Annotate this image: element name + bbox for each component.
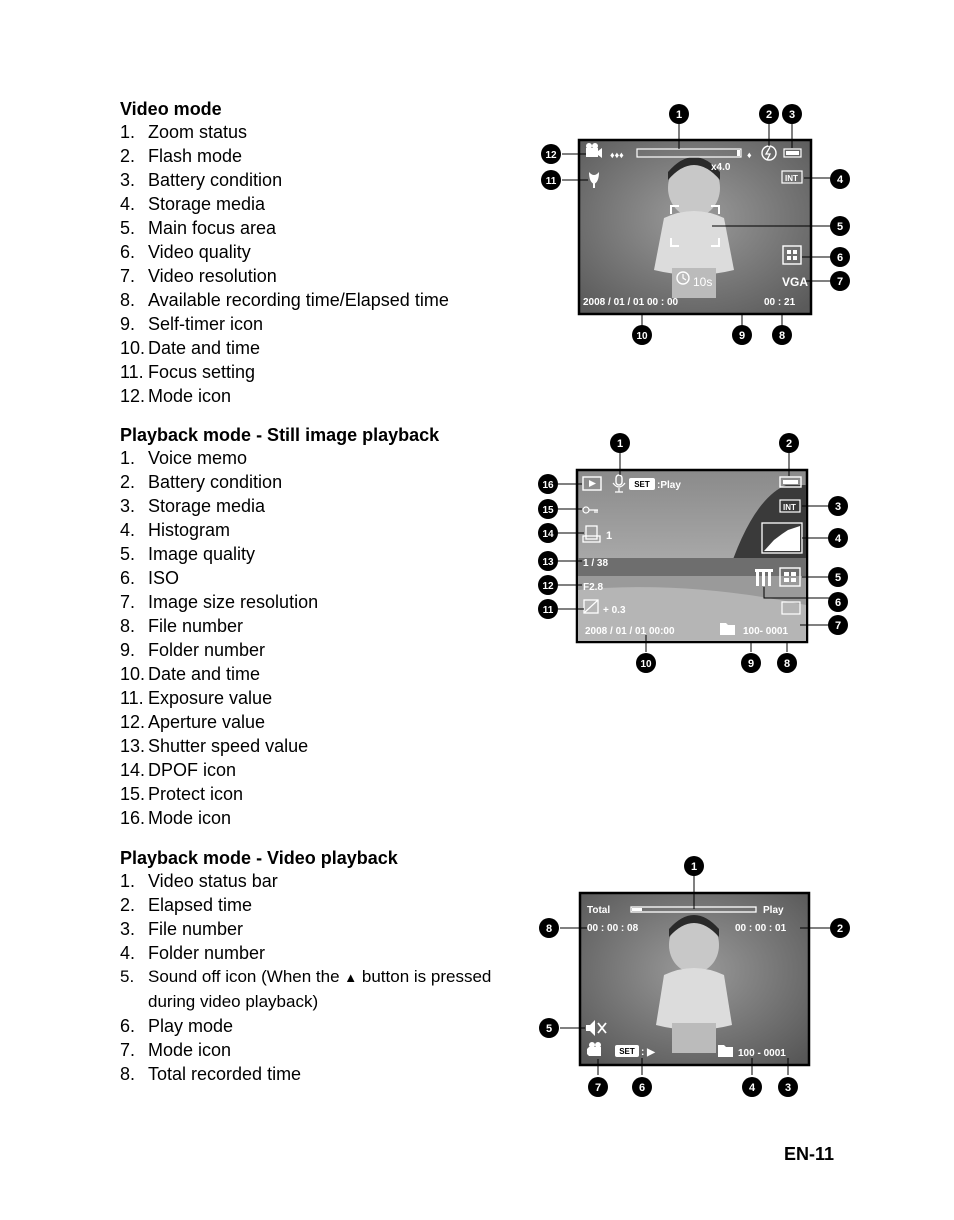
- list-item: 9. Self-timer icon: [120, 314, 264, 334]
- list-item: 3. Storage media: [120, 496, 266, 516]
- play-label: Play: [763, 905, 784, 916]
- still-playback-screen: [536, 430, 856, 685]
- list-item: 4. Folder number: [120, 943, 266, 963]
- list-item: 8. File number: [120, 616, 244, 636]
- still-playback-diagram: [536, 430, 856, 680]
- list-item: 5. Sound off icon (When the ▲ button is pressed during video playback): [120, 967, 492, 1011]
- svg-text:7: 7: [836, 276, 844, 288]
- svg-text:2: 2: [765, 109, 773, 121]
- list-item: 5. Main focus area: [120, 218, 277, 238]
- svg-text:4: 4: [836, 174, 844, 186]
- list-item: 2. Elapsed time: [120, 895, 253, 915]
- up-arrow-icon: ▲: [344, 970, 358, 985]
- svg-text:6: 6: [836, 252, 844, 264]
- dpof-count: 1: [606, 530, 613, 542]
- list-item: 2. Battery condition: [120, 472, 283, 492]
- svg-text:1: 1: [690, 861, 698, 873]
- section-title: Playback mode - Video playback: [120, 848, 398, 868]
- section-still-playback: [120, 424, 439, 830]
- storage-label: INT: [785, 174, 798, 183]
- svg-text:9: 9: [747, 658, 755, 670]
- resolution-label: VGA: [782, 275, 809, 289]
- list-item: 1. Video status bar: [120, 871, 278, 891]
- file-number-label: 100- 0001: [743, 626, 789, 637]
- video-mode-screen: [536, 100, 856, 355]
- svg-text:3: 3: [784, 1082, 792, 1094]
- section-title: Video mode: [120, 99, 222, 119]
- section-title: Playback mode - Still image playback: [120, 425, 440, 445]
- svg-text:12: 12: [545, 150, 557, 161]
- file-number-label: 100 - 0001: [738, 1048, 786, 1059]
- list-item: 11. Exposure value: [120, 688, 273, 708]
- svg-text:2: 2: [785, 438, 793, 450]
- video-playback-screen: [536, 853, 856, 1108]
- list-item: 12. Mode icon: [120, 386, 232, 406]
- svg-text:12: 12: [542, 581, 554, 592]
- svg-text:3: 3: [834, 501, 842, 513]
- self-timer-label: 10s: [693, 275, 713, 289]
- list-item: 3. File number: [120, 919, 244, 939]
- list-item: 3. Battery condition: [120, 170, 283, 190]
- svg-text:3: 3: [788, 109, 796, 121]
- aperture-label: F2.8: [583, 582, 604, 593]
- svg-text:♦♦♦: ♦♦♦: [610, 150, 624, 160]
- svg-text:13: 13: [542, 557, 554, 568]
- svg-text:9: 9: [738, 330, 746, 342]
- svg-text:16: 16: [542, 480, 554, 491]
- svg-text:10: 10: [640, 659, 652, 670]
- exposure-label: + 0.3: [603, 605, 626, 616]
- svg-text:10: 10: [636, 331, 648, 342]
- svg-text:1: 1: [675, 109, 683, 121]
- list-item: 9. Folder number: [120, 640, 266, 660]
- svg-text:SET: SET: [619, 1047, 635, 1056]
- svg-text:14: 14: [542, 529, 554, 540]
- list-item: 4. Storage media: [120, 194, 266, 214]
- list-item: 15. Protect icon: [120, 784, 244, 804]
- datetime-label: 2008 / 01 / 01 00 : 00: [583, 297, 679, 308]
- list-item: 7. Mode icon: [120, 1040, 232, 1060]
- list-item: 5. Image quality: [120, 544, 256, 564]
- list-item: 7. Image size resolution: [120, 592, 319, 612]
- total-label: Total: [587, 905, 611, 916]
- item-list: [120, 120, 449, 408]
- video-progress-fill: [632, 908, 642, 911]
- list-item: 16. Mode icon: [120, 808, 232, 828]
- svg-text:8: 8: [545, 923, 553, 935]
- storage-label: INT: [783, 503, 796, 512]
- list-item: 6. Play mode: [120, 1016, 234, 1036]
- section-video-mode: [120, 98, 449, 408]
- list-item: 2. Flash mode: [120, 146, 243, 166]
- svg-text:1: 1: [616, 438, 624, 450]
- video-playback-diagram: [536, 853, 856, 1103]
- list-item: 14. DPOF icon: [120, 760, 237, 780]
- svg-text:5: 5: [834, 572, 842, 584]
- svg-text:11: 11: [542, 605, 554, 616]
- play-hint: :Play: [657, 480, 681, 491]
- list-item: 1. Voice memo: [120, 448, 248, 468]
- video-mode-diagram: [536, 100, 856, 350]
- total-time: 00 : 00 : 08: [587, 923, 639, 934]
- list-item: 10. Date and time: [120, 338, 261, 358]
- iso-icon: [755, 569, 773, 586]
- svg-text:7: 7: [594, 1082, 602, 1094]
- datetime-label: 2008 / 01 / 01 00:00: [585, 626, 675, 637]
- svg-text:5: 5: [836, 221, 844, 233]
- list-item: 8. Available recording time/Elapsed time: [120, 290, 449, 310]
- item-list: [120, 446, 439, 830]
- svg-text:2: 2: [836, 923, 844, 935]
- item-list: [120, 869, 526, 1086]
- shutter-label: 1 / 38: [583, 558, 609, 569]
- svg-text:SET: SET: [634, 480, 650, 489]
- svg-text:4: 4: [834, 533, 842, 545]
- play-mode-icon: : ▶: [641, 1047, 655, 1058]
- list-item: 7. Video resolution: [120, 266, 277, 286]
- svg-text:6: 6: [638, 1082, 646, 1094]
- list-item: 11. Focus setting: [120, 362, 256, 382]
- section-video-playback: [120, 847, 526, 1086]
- svg-text:6: 6: [834, 597, 842, 609]
- list-item: 12. Aperture value: [120, 712, 266, 732]
- svg-text:15: 15: [542, 505, 554, 516]
- svg-text:5: 5: [545, 1023, 553, 1035]
- list-item: 4. Histogram: [120, 520, 231, 540]
- svg-text:♦: ♦: [747, 150, 752, 160]
- svg-text:7: 7: [834, 620, 842, 632]
- time-label: 00 : 21: [764, 297, 796, 308]
- page-number: EN-11: [784, 1144, 835, 1164]
- list-item: 10. Date and time: [120, 664, 261, 684]
- svg-text:8: 8: [783, 658, 791, 670]
- list-item: 1. Zoom status: [120, 122, 248, 142]
- svg-text:11: 11: [545, 176, 557, 187]
- list-item: 6. ISO: [120, 568, 180, 588]
- list-item: 13. Shutter speed value: [120, 736, 309, 756]
- zoom-value: x4.0: [711, 162, 731, 173]
- svg-text:8: 8: [778, 330, 786, 342]
- elapsed-time: 00 : 00 : 01: [735, 923, 787, 934]
- list-item: 8. Total recorded time: [120, 1064, 302, 1084]
- list-item: 6. Video quality: [120, 242, 251, 262]
- svg-text:4: 4: [748, 1082, 756, 1094]
